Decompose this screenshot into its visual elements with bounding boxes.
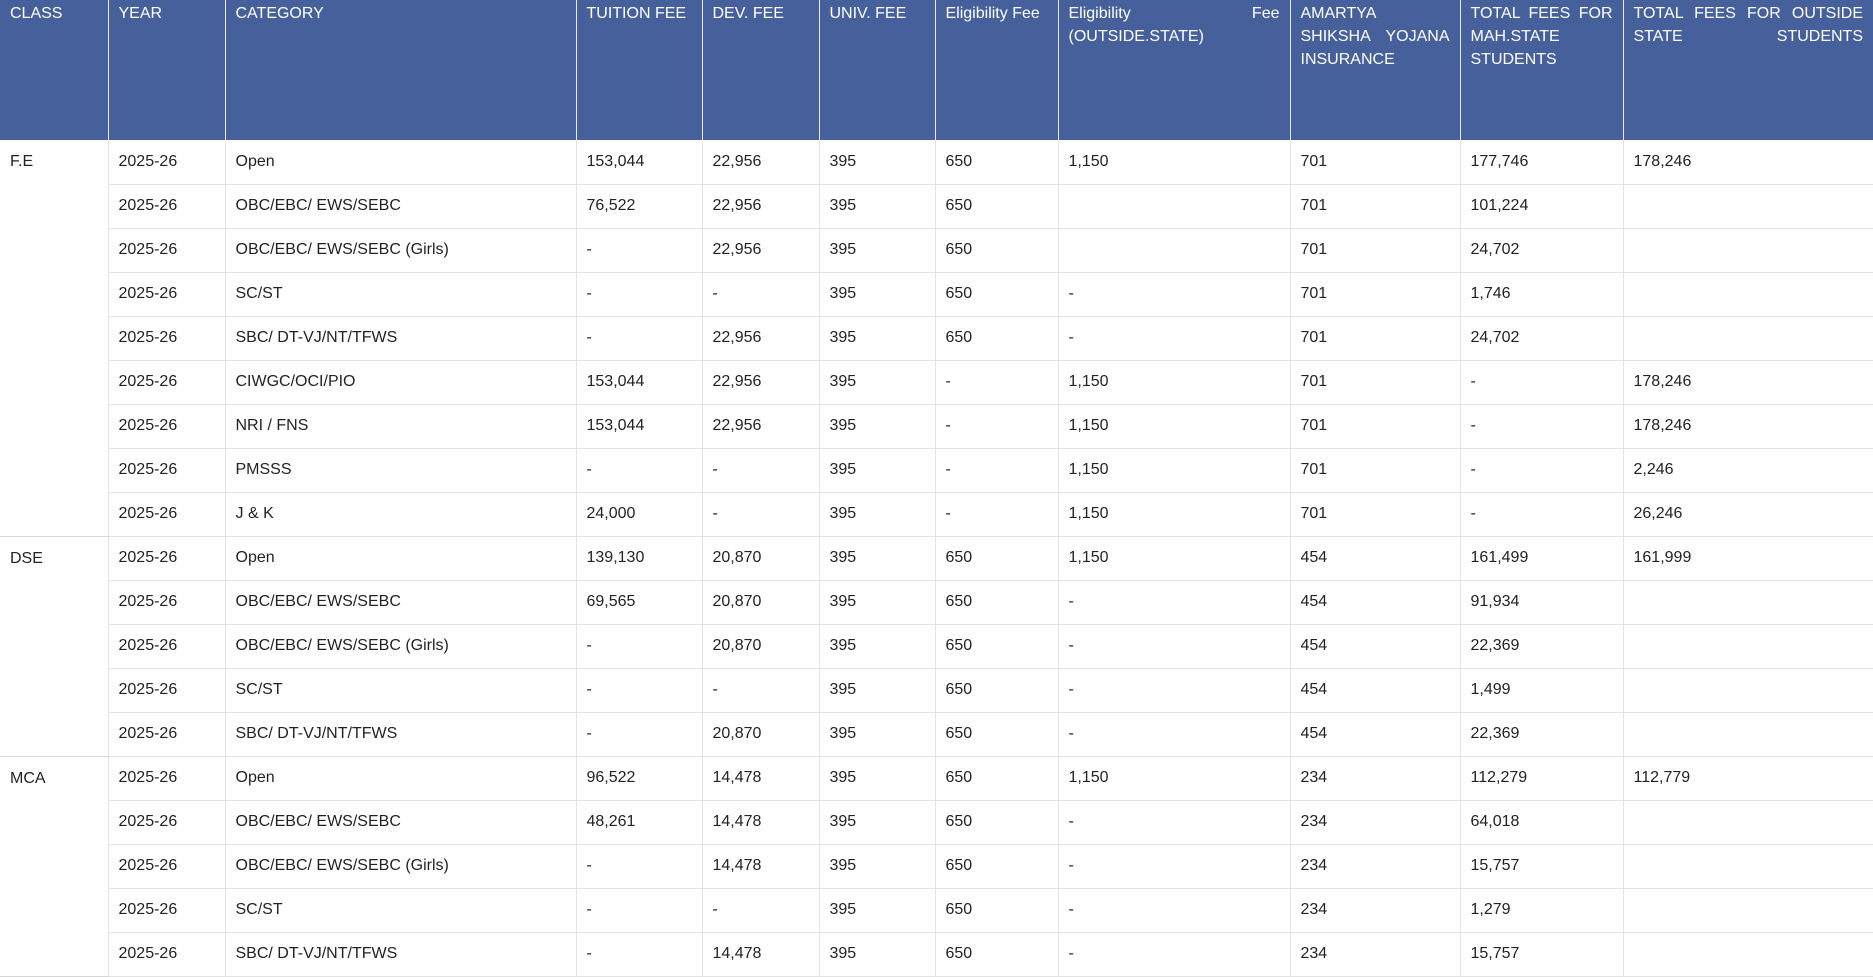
column-header-eligibility-fee-outside-state: Eligibility Fee (OUTSIDE.STATE)	[1058, 0, 1290, 140]
table-row	[0, 316, 1873, 360]
tuition-fee-cell: 153,044	[576, 140, 702, 184]
total-mah-state-cell: 15,757	[1460, 932, 1623, 976]
tuition-fee-cell: -	[576, 272, 702, 316]
table-row	[0, 448, 1873, 492]
class-cell: DSE	[0, 536, 108, 756]
total-mah-state-cell: 22,369	[1460, 712, 1623, 756]
tuition-fee-cell: 139,130	[576, 536, 702, 580]
table-row	[0, 888, 1873, 932]
year-cell: 2025-26	[108, 492, 225, 536]
univ-fee-cell: 395	[819, 404, 935, 448]
insurance-cell: 701	[1290, 360, 1460, 404]
year-cell: 2025-26	[108, 140, 225, 184]
eligibility-fee-outside-state-cell: -	[1058, 888, 1290, 932]
year-cell: 2025-26	[108, 316, 225, 360]
total-outside-state-cell	[1623, 800, 1873, 844]
total-outside-state-cell	[1623, 932, 1873, 976]
category-cell: OBC/EBC/ EWS/SEBC	[225, 580, 576, 624]
total-outside-state-cell: 2,246	[1623, 448, 1873, 492]
dev-fee-cell: -	[702, 888, 819, 932]
univ-fee-cell: 395	[819, 140, 935, 184]
insurance-cell: 701	[1290, 228, 1460, 272]
total-outside-state-cell	[1623, 844, 1873, 888]
total-outside-state-cell	[1623, 888, 1873, 932]
table-row	[0, 624, 1873, 668]
eligibility-fee-cell: -	[935, 492, 1058, 536]
category-cell: OBC/EBC/ EWS/SEBC	[225, 800, 576, 844]
eligibility-fee-cell: 650	[935, 316, 1058, 360]
year-cell: 2025-26	[108, 184, 225, 228]
category-cell: SBC/ DT-VJ/NT/TFWS	[225, 316, 576, 360]
eligibility-fee-cell: 650	[935, 800, 1058, 844]
total-mah-state-cell: -	[1460, 492, 1623, 536]
total-mah-state-cell: 24,702	[1460, 228, 1623, 272]
eligibility-fee-cell: -	[935, 448, 1058, 492]
eligibility-fee-cell: 650	[935, 580, 1058, 624]
total-mah-state-cell: 1,746	[1460, 272, 1623, 316]
eligibility-fee-cell: 650	[935, 228, 1058, 272]
dev-fee-cell: 22,956	[702, 404, 819, 448]
eligibility-fee-outside-state-cell: -	[1058, 668, 1290, 712]
column-header-univ-fee: UNIV. FEE	[819, 0, 935, 140]
insurance-cell: 454	[1290, 624, 1460, 668]
column-header-eligibility-fee: Eligibility Fee	[935, 0, 1058, 140]
table-body	[0, 140, 1873, 976]
total-mah-state-cell: 177,746	[1460, 140, 1623, 184]
column-header-tuition-fee: TUITION FEE	[576, 0, 702, 140]
category-cell: J & K	[225, 492, 576, 536]
univ-fee-cell: 395	[819, 888, 935, 932]
year-cell: 2025-26	[108, 580, 225, 624]
univ-fee-cell: 395	[819, 448, 935, 492]
tuition-fee-cell: -	[576, 624, 702, 668]
eligibility-fee-outside-state-cell: -	[1058, 932, 1290, 976]
univ-fee-cell: 395	[819, 272, 935, 316]
eligibility-fee-outside-state-cell: 1,150	[1058, 360, 1290, 404]
column-header-total-outside-state: TOTAL FEES FOR OUTSIDE STATE STUDENTS	[1623, 0, 1873, 140]
category-cell: SC/ST	[225, 668, 576, 712]
table-row	[0, 228, 1873, 272]
univ-fee-cell: 395	[819, 712, 935, 756]
total-outside-state-cell: 161,999	[1623, 536, 1873, 580]
insurance-cell: 701	[1290, 272, 1460, 316]
insurance-cell: 701	[1290, 448, 1460, 492]
eligibility-fee-outside-state-cell: -	[1058, 844, 1290, 888]
tuition-fee-cell: -	[576, 712, 702, 756]
category-cell: SBC/ DT-VJ/NT/TFWS	[225, 932, 576, 976]
eligibility-fee-outside-state-cell	[1058, 184, 1290, 228]
category-cell: Open	[225, 140, 576, 184]
tuition-fee-cell: 153,044	[576, 360, 702, 404]
univ-fee-cell: 395	[819, 756, 935, 800]
dev-fee-cell: 22,956	[702, 360, 819, 404]
total-outside-state-cell: 112,779	[1623, 756, 1873, 800]
total-outside-state-cell	[1623, 580, 1873, 624]
total-outside-state-cell	[1623, 272, 1873, 316]
eligibility-fee-outside-state-cell: 1,150	[1058, 756, 1290, 800]
eligibility-fee-outside-state-cell: 1,150	[1058, 404, 1290, 448]
insurance-cell: 701	[1290, 404, 1460, 448]
year-cell: 2025-26	[108, 536, 225, 580]
total-outside-state-cell	[1623, 668, 1873, 712]
univ-fee-cell: 395	[819, 844, 935, 888]
eligibility-fee-cell: 650	[935, 536, 1058, 580]
total-mah-state-cell: -	[1460, 448, 1623, 492]
eligibility-fee-outside-state-cell: -	[1058, 272, 1290, 316]
insurance-cell: 701	[1290, 184, 1460, 228]
total-outside-state-cell	[1623, 624, 1873, 668]
total-mah-state-cell: -	[1460, 404, 1623, 448]
eligibility-fee-cell: 650	[935, 932, 1058, 976]
eligibility-fee-outside-state-cell: -	[1058, 580, 1290, 624]
year-cell: 2025-26	[108, 888, 225, 932]
eligibility-fee-outside-state-cell: -	[1058, 712, 1290, 756]
eligibility-fee-cell: 650	[935, 888, 1058, 932]
eligibility-fee-outside-state-cell: 1,150	[1058, 492, 1290, 536]
eligibility-fee-outside-state-cell: -	[1058, 800, 1290, 844]
eligibility-fee-cell: 650	[935, 140, 1058, 184]
table-row	[0, 712, 1873, 756]
tuition-fee-cell: -	[576, 668, 702, 712]
insurance-cell: 234	[1290, 800, 1460, 844]
column-header-dev-fee: DEV. FEE	[702, 0, 819, 140]
tuition-fee-cell: -	[576, 316, 702, 360]
dev-fee-cell: 20,870	[702, 536, 819, 580]
column-header-class: CLASS	[0, 0, 108, 140]
tuition-fee-cell: 153,044	[576, 404, 702, 448]
table-row	[0, 184, 1873, 228]
total-mah-state-cell: 1,499	[1460, 668, 1623, 712]
univ-fee-cell: 395	[819, 184, 935, 228]
category-cell: OBC/EBC/ EWS/SEBC (Girls)	[225, 844, 576, 888]
dev-fee-cell: 22,956	[702, 140, 819, 184]
total-outside-state-cell: 178,246	[1623, 360, 1873, 404]
table-row	[0, 360, 1873, 404]
category-cell: CIWGC/OCI/PIO	[225, 360, 576, 404]
year-cell: 2025-26	[108, 624, 225, 668]
category-cell: SC/ST	[225, 888, 576, 932]
eligibility-fee-outside-state-cell: 1,150	[1058, 536, 1290, 580]
eligibility-fee-cell: 650	[935, 668, 1058, 712]
tuition-fee-cell: -	[576, 888, 702, 932]
tuition-fee-cell: 96,522	[576, 756, 702, 800]
table-row	[0, 580, 1873, 624]
tuition-fee-cell: -	[576, 844, 702, 888]
total-mah-state-cell: 24,702	[1460, 316, 1623, 360]
eligibility-fee-cell: 650	[935, 184, 1058, 228]
year-cell: 2025-26	[108, 404, 225, 448]
eligibility-fee-outside-state-cell: -	[1058, 624, 1290, 668]
year-cell: 2025-26	[108, 800, 225, 844]
total-mah-state-cell: 91,934	[1460, 580, 1623, 624]
dev-fee-cell: -	[702, 272, 819, 316]
year-cell: 2025-26	[108, 448, 225, 492]
tuition-fee-cell: 69,565	[576, 580, 702, 624]
table-row	[0, 932, 1873, 976]
year-cell: 2025-26	[108, 272, 225, 316]
univ-fee-cell: 395	[819, 932, 935, 976]
table-row	[0, 756, 1873, 800]
univ-fee-cell: 395	[819, 536, 935, 580]
category-cell: Open	[225, 756, 576, 800]
dev-fee-cell: 20,870	[702, 712, 819, 756]
tuition-fee-cell: 76,522	[576, 184, 702, 228]
total-outside-state-cell	[1623, 712, 1873, 756]
tuition-fee-cell: 48,261	[576, 800, 702, 844]
insurance-cell: 701	[1290, 316, 1460, 360]
univ-fee-cell: 395	[819, 624, 935, 668]
univ-fee-cell: 395	[819, 360, 935, 404]
year-cell: 2025-26	[108, 360, 225, 404]
total-outside-state-cell	[1623, 316, 1873, 360]
table-row	[0, 404, 1873, 448]
eligibility-fee-cell: 650	[935, 272, 1058, 316]
univ-fee-cell: 395	[819, 580, 935, 624]
total-mah-state-cell: 101,224	[1460, 184, 1623, 228]
total-mah-state-cell: 112,279	[1460, 756, 1623, 800]
dev-fee-cell: -	[702, 668, 819, 712]
class-cell: MCA	[0, 756, 108, 976]
table-row	[0, 844, 1873, 888]
univ-fee-cell: 395	[819, 492, 935, 536]
table-row	[0, 668, 1873, 712]
year-cell: 2025-26	[108, 756, 225, 800]
dev-fee-cell: -	[702, 492, 819, 536]
column-header-insurance: AMARTYA SHIKSHA YOJANA INSURANCE	[1290, 0, 1460, 140]
insurance-cell: 454	[1290, 668, 1460, 712]
eligibility-fee-outside-state-cell: 1,150	[1058, 140, 1290, 184]
table-header-row	[0, 0, 1873, 140]
category-cell: OBC/EBC/ EWS/SEBC (Girls)	[225, 228, 576, 272]
column-header-year: YEAR	[108, 0, 225, 140]
insurance-cell: 454	[1290, 536, 1460, 580]
dev-fee-cell: 14,478	[702, 756, 819, 800]
univ-fee-cell: 395	[819, 316, 935, 360]
eligibility-fee-cell: 650	[935, 844, 1058, 888]
category-cell: NRI / FNS	[225, 404, 576, 448]
total-mah-state-cell: 15,757	[1460, 844, 1623, 888]
table-row	[0, 492, 1873, 536]
dev-fee-cell: 14,478	[702, 800, 819, 844]
eligibility-fee-cell: -	[935, 404, 1058, 448]
insurance-cell: 234	[1290, 756, 1460, 800]
insurance-cell: 234	[1290, 932, 1460, 976]
column-header-total-mah-state: TOTAL FEES FOR MAH.STATE STUDENTS	[1460, 0, 1623, 140]
insurance-cell: 701	[1290, 492, 1460, 536]
category-cell: PMSSS	[225, 448, 576, 492]
univ-fee-cell: 395	[819, 668, 935, 712]
year-cell: 2025-26	[108, 668, 225, 712]
dev-fee-cell: 22,956	[702, 316, 819, 360]
class-cell: F.E	[0, 140, 108, 536]
tuition-fee-cell: 24,000	[576, 492, 702, 536]
year-cell: 2025-26	[108, 844, 225, 888]
dev-fee-cell: 20,870	[702, 580, 819, 624]
eligibility-fee-cell: 650	[935, 624, 1058, 668]
total-outside-state-cell: 178,246	[1623, 404, 1873, 448]
tuition-fee-cell: -	[576, 932, 702, 976]
tuition-fee-cell: -	[576, 448, 702, 492]
eligibility-fee-outside-state-cell	[1058, 228, 1290, 272]
total-outside-state-cell: 178,246	[1623, 140, 1873, 184]
eligibility-fee-cell: -	[935, 360, 1058, 404]
category-cell: OBC/EBC/ EWS/SEBC	[225, 184, 576, 228]
year-cell: 2025-26	[108, 932, 225, 976]
insurance-cell: 454	[1290, 580, 1460, 624]
dev-fee-cell: 14,478	[702, 844, 819, 888]
total-mah-state-cell: -	[1460, 360, 1623, 404]
total-mah-state-cell: 64,018	[1460, 800, 1623, 844]
table-row	[0, 536, 1873, 580]
dev-fee-cell: -	[702, 448, 819, 492]
category-cell: SBC/ DT-VJ/NT/TFWS	[225, 712, 576, 756]
univ-fee-cell: 395	[819, 228, 935, 272]
tuition-fee-cell: -	[576, 228, 702, 272]
column-header-category: CATEGORY	[225, 0, 576, 140]
total-mah-state-cell: 161,499	[1460, 536, 1623, 580]
eligibility-fee-outside-state-cell: -	[1058, 316, 1290, 360]
total-mah-state-cell: 22,369	[1460, 624, 1623, 668]
dev-fee-cell: 22,956	[702, 228, 819, 272]
year-cell: 2025-26	[108, 712, 225, 756]
category-cell: OBC/EBC/ EWS/SEBC (Girls)	[225, 624, 576, 668]
dev-fee-cell: 20,870	[702, 624, 819, 668]
total-outside-state-cell	[1623, 184, 1873, 228]
table-row	[0, 140, 1873, 184]
total-mah-state-cell: 1,279	[1460, 888, 1623, 932]
total-outside-state-cell	[1623, 228, 1873, 272]
eligibility-fee-cell: 650	[935, 712, 1058, 756]
univ-fee-cell: 395	[819, 800, 935, 844]
insurance-cell: 234	[1290, 888, 1460, 932]
total-outside-state-cell: 26,246	[1623, 492, 1873, 536]
eligibility-fee-cell: 650	[935, 756, 1058, 800]
year-cell: 2025-26	[108, 228, 225, 272]
table-row	[0, 800, 1873, 844]
table-row	[0, 272, 1873, 316]
insurance-cell: 454	[1290, 712, 1460, 756]
dev-fee-cell: 14,478	[702, 932, 819, 976]
dev-fee-cell: 22,956	[702, 184, 819, 228]
insurance-cell: 701	[1290, 140, 1460, 184]
eligibility-fee-outside-state-cell: 1,150	[1058, 448, 1290, 492]
insurance-cell: 234	[1290, 844, 1460, 888]
category-cell: SC/ST	[225, 272, 576, 316]
category-cell: Open	[225, 536, 576, 580]
